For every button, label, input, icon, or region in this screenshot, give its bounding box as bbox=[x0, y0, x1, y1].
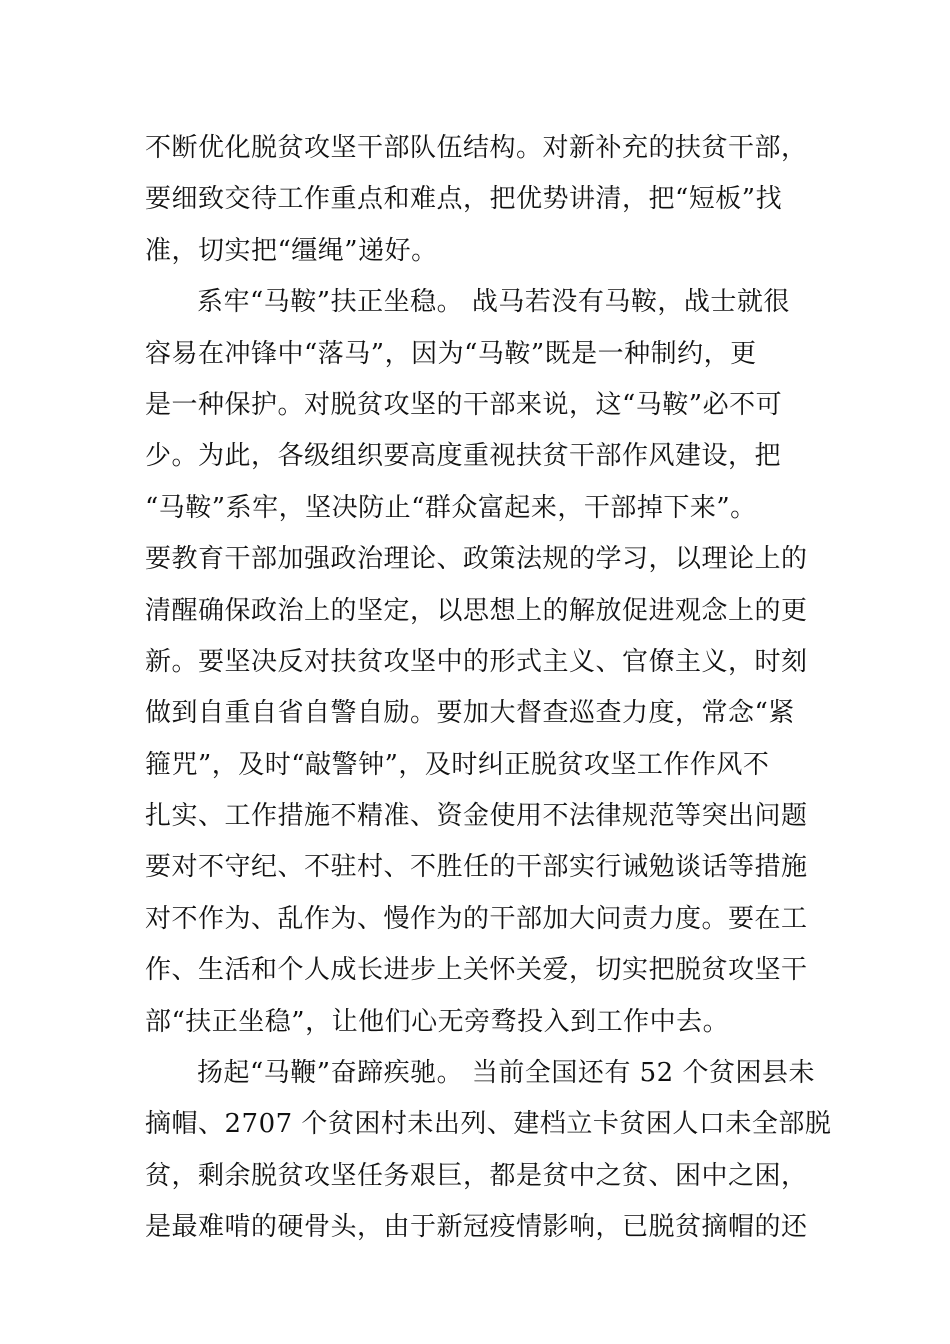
text-line: 作、生活和个人成长进步上关怀关爱，切实把脱贫攻坚干 bbox=[145, 955, 808, 986]
text-line: 扎实、工作措施不精准、资金使用不法律规范等突出问题 bbox=[145, 801, 808, 832]
text-line: 是一种保护。对脱贫攻坚的干部来说，这“马鞍”必不可 bbox=[145, 389, 783, 420]
text-line: 贫，剩余脱贫攻坚任务艰巨，都是贫中之贫、困中之困， bbox=[145, 1160, 808, 1191]
text-line: 要对不守纪、不驻村、不胜任的干部实行诫勉谈话等措施 bbox=[145, 852, 808, 883]
text-line: 要教育干部加强政治理论、政策法规的学习，以理论上的 bbox=[145, 544, 808, 575]
text-line: “马鞍”系牢，坚决防止“群众富起来，干部掉下来”。 bbox=[145, 492, 757, 523]
text-line: 少。为此，各级组织要高度重视扶贫干部作风建设，把 bbox=[145, 441, 782, 472]
text-line: 清醒确保政治上的坚定，以思想上的解放促进观念上的更 bbox=[145, 595, 808, 626]
text-line: 箍咒”，及时“敲警钟”，及时纠正脱贫攻坚工作作风不 bbox=[145, 749, 770, 780]
text-line: 准，切实把“缰绳”递好。 bbox=[145, 235, 438, 266]
text-line: 要细致交待工作重点和难点，把优势讲清，把“短板”找 bbox=[145, 184, 783, 215]
text-line: 是最难啃的硬骨头，由于新冠疫情影响，已脱贫摘帽的还 bbox=[145, 1212, 808, 1243]
paragraph-heading-line: 系牢“马鞍”扶正坐稳。 战马若没有马鞍，战士就很 bbox=[197, 287, 790, 318]
text-line: 容易在冲锋中“落马”，因为“马鞍”既是一种制约，更 bbox=[145, 338, 757, 369]
paragraph-heading-line: 扬起“马鞭”奋蹄疾驰。 当前全国还有 52 个贫困县未 bbox=[197, 1058, 815, 1089]
text-line: 部“扶正坐稳”，让他们心无旁骛投入到工作中去。 bbox=[145, 1006, 730, 1037]
text-line: 不断优化脱贫攻坚干部队伍结构。对新补充的扶贫干部， bbox=[145, 133, 808, 163]
document-body bbox=[145, 123, 832, 1254]
text-line: 摘帽、2707 个贫困村未出列、建档立卡贫困人口未全部脱 bbox=[145, 1109, 832, 1140]
text-line: 做到自重自省自警自励。要加大督查巡查力度，常念“紧 bbox=[145, 698, 795, 729]
text-line: 新。要坚决反对扶贫攻坚中的形式主义、官僚主义，时刻 bbox=[145, 646, 808, 677]
text-line: 对不作为、乱作为、慢作为的干部加大问责力度。要在工 bbox=[145, 903, 808, 934]
